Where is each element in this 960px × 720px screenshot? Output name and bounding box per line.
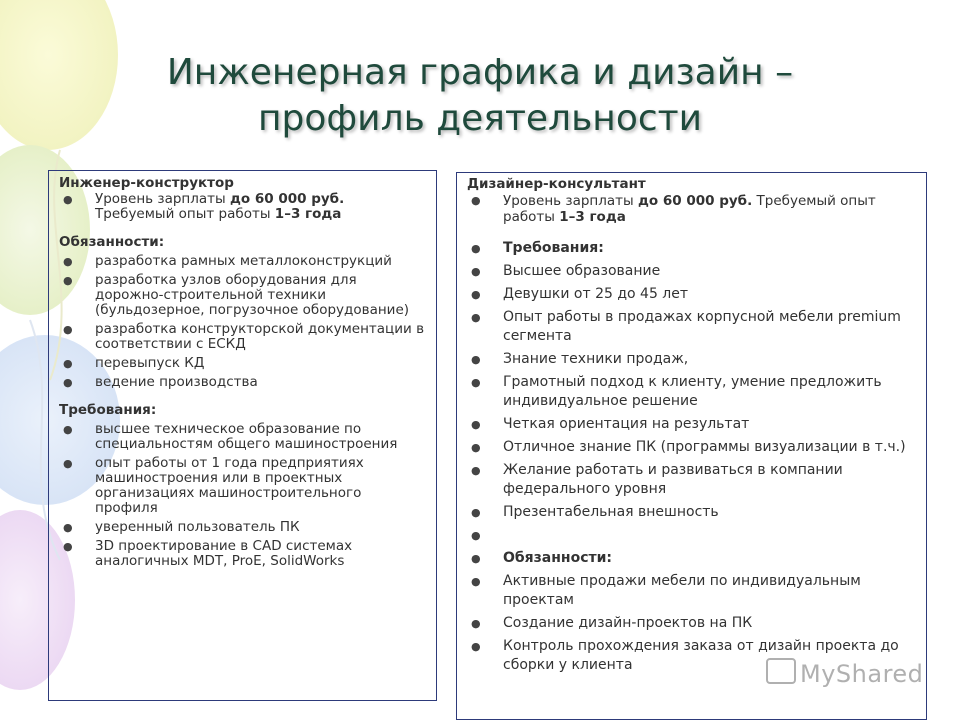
bullet-icon: ●	[471, 194, 481, 207]
bullet-icon: ●	[471, 311, 481, 324]
empty-item	[467, 526, 916, 545]
bullet-icon: ●	[471, 575, 481, 588]
salary-item: ● Уровень зарплаты до 60 000 руб. Требуемый опыт работы 1–3 года	[471, 193, 876, 225]
bullet-icon: ●	[63, 457, 73, 470]
list-item: ● Создание дизайн-проектов на ПК	[471, 615, 753, 631]
watermark-icon	[766, 658, 796, 684]
engineer-box	[48, 170, 437, 701]
designer-box	[456, 172, 927, 720]
engineer-duties-list	[59, 254, 426, 390]
bullet-icon: ●	[471, 506, 481, 519]
bullet-icon: ●	[471, 418, 481, 431]
bullet-icon: ●	[63, 357, 73, 370]
bullet-icon: ●	[63, 193, 73, 206]
bullet-icon: ●	[63, 521, 73, 534]
bullet-icon: ●	[471, 376, 481, 389]
list-item: ● Опыт работы в продажах корпусной мебели premium сегмента	[471, 309, 901, 344]
bullet-icon: ●	[471, 552, 481, 565]
engineer-heading: Инженер-конструктор	[59, 175, 234, 191]
designer-heading: Дизайнер-консультант	[467, 176, 646, 192]
list-item: ● Активные продажи мебели по индивидуальным проектам	[471, 573, 861, 608]
designer-requirements-title: ● Требования:	[471, 240, 604, 256]
list-item: ● Девушки от 25 до 45 лет	[471, 286, 689, 302]
bullet-icon: ●	[63, 540, 73, 553]
salary-item: ● Уровень зарплаты до 60 000 руб. Требуемый опыт работы 1–3 года	[63, 191, 345, 222]
list-item: ● Высшее образование	[471, 263, 661, 279]
bullet-icon: ●	[63, 423, 73, 436]
list-item: ● Отличное знание ПК (программы визуализации в т.ч.)	[471, 439, 906, 455]
bullet-icon: ●	[471, 464, 481, 477]
list-item: ● опыт работы от 1 года предприятиях машиностроения или в проектных организациях машиностроительного профиля	[63, 455, 364, 516]
slide-title	[0, 50, 960, 142]
list-item: ● Грамотный подход к клиенту, умение предложить индивидуальное решение	[471, 374, 882, 409]
bullet-icon: ●	[471, 353, 481, 366]
list-item: ● Знание техники продаж,	[471, 351, 689, 367]
engineer-salary-list	[59, 192, 426, 222]
list-item: ● высшее техническое образование по специальностям общего машиностроения	[63, 421, 398, 452]
designer-duties-title: ● Обязанности:	[471, 550, 613, 566]
list-item: ● разработка конструкторской документации в соответствии с ЕСКД	[63, 321, 425, 352]
bullet-icon: ●	[63, 376, 73, 389]
bullet-icon: ●	[471, 441, 481, 454]
bullet-icon: ●	[63, 274, 73, 287]
bullet-icon: ●	[471, 640, 481, 653]
bullet-icon: ●	[471, 265, 481, 278]
bullet-icon: ●	[471, 242, 481, 255]
list-item: ● уверенный пользователь ПК	[63, 519, 300, 535]
engineer-duties-title: Обязанности:	[59, 234, 165, 250]
engineer-requirements-list	[59, 422, 426, 569]
bullet-icon: ●	[63, 323, 73, 336]
bullet-icon: ●	[471, 529, 481, 542]
list-item: ● Презентабельная внешность	[471, 504, 719, 520]
watermark-logo: MyShared	[766, 658, 923, 688]
list-item: ● Желание работать и развиваться в компании федерального уровня	[471, 462, 843, 497]
list-item: ● перевыпуск КД	[63, 355, 205, 371]
engineer-requirements-title: Требования:	[59, 402, 157, 418]
list-item: ● Контроль прохождения заказа от дизайн проекта до сборки у клиента	[471, 638, 899, 673]
list-item: ● ведение производства	[63, 374, 258, 390]
title-line-1: Инженерная графика и дизайн –	[166, 52, 794, 93]
list-item: ● разработка рамных металлоконструкций	[63, 253, 392, 269]
bullet-icon: ●	[471, 288, 481, 301]
title-line-2: профиль деятельности	[257, 98, 703, 139]
list-item: ● Четкая ориентация на результат	[471, 416, 750, 432]
list-item: ● 3D проектирование в CAD системах аналогичных MDT, ProE, SolidWorks	[63, 538, 353, 569]
bullet-icon: ●	[63, 255, 73, 268]
designer-list	[467, 193, 916, 675]
list-item: ● разработка узлов оборудования для дорожно-строительной техники (бульдозерное, погрузочное оборудование)	[63, 272, 410, 318]
bullet-icon: ●	[471, 617, 481, 630]
